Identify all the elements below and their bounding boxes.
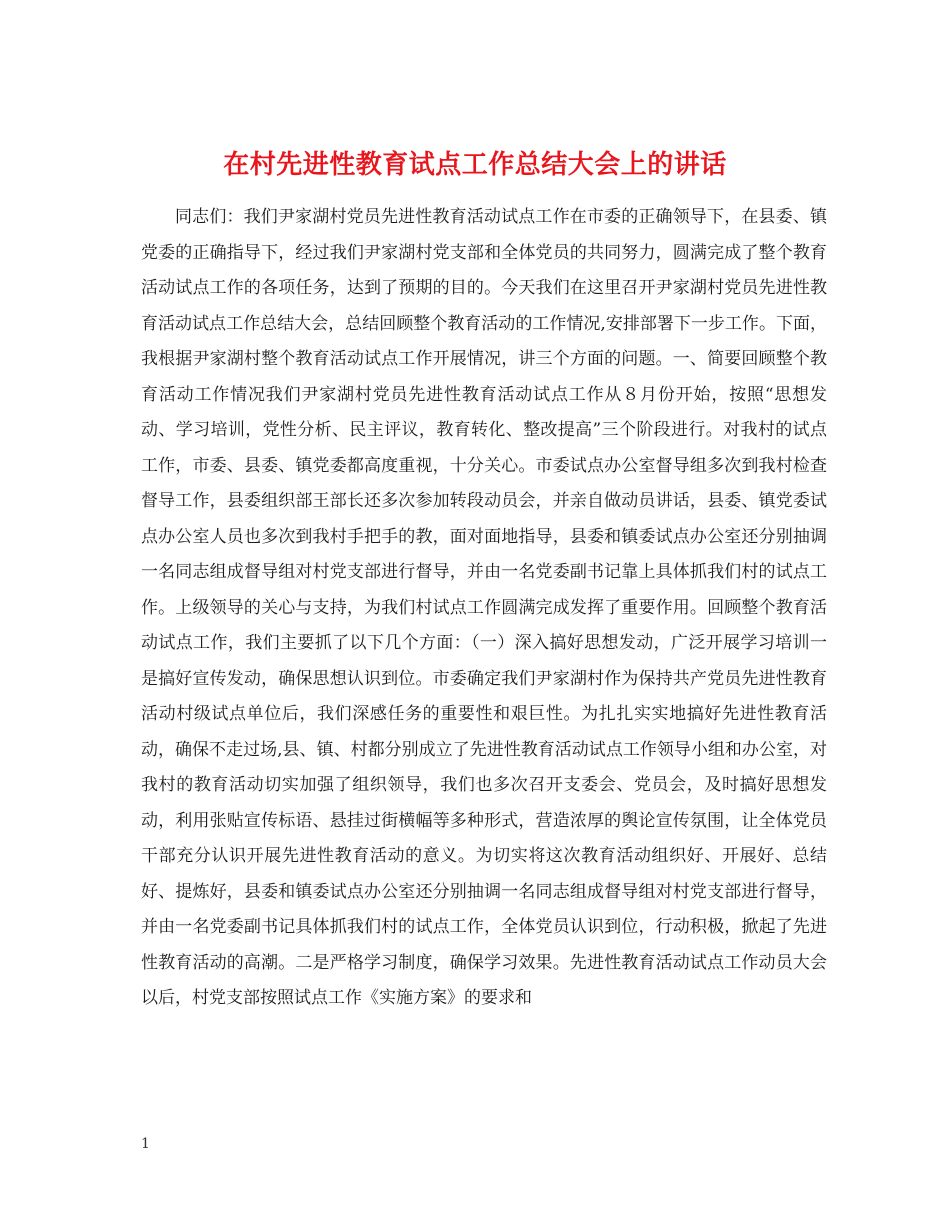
document-body-paragraph: 同志们：我们尹家湖村党员先进性教育活动试点工作在市委的正确领导下，在县委、镇党委的正确指导下，经过我们尹家湖村党支部和全体党员的共同努力，圆满完成了整个教育活动试点工作的各项任务，达到了预期的目的。今天我们在这里召开尹家湖村党员先进性教育活动试点工作总结大会，总结回顾整个教育活动的工作情况,安排部署下一步工作。下面，我根据尹家湖村整个教育活动试点工作开展情况，讲三个方面的问题。一、简要回顾整个教育活动工作情况我们尹家湖村党员先进性教育活动试点工作从８月份开始，按照“思想发动、学习培训，党性分析、民主评议，教育转化、整改提高”三个阶段进行。对我村的试点工作，市委、县委、镇党委都高度重视，十分关心。市委试点办公室督导组多次到我村检查督导工作，县委组织部王部长还多次参加转段动员会，并亲自做动员讲话，县委、镇党委试点办公室人员也多次到我村手把手的教，面对面地指导，县委和镇委试点办公室还分别抽调一名同志组成督导组对村党支部进行督导，并由一名党委副书记靠上具体抓我们村的试点工作。上级领导的关心与支持，为我们村试点工作圆满完成发挥了重要作用。回顾整个教育活动试点工作，我们主要抓了以下几个方面：（一）深入搞好思想发动，广泛开展学习培训一是搞好宣传发动，确保思想认识到位。市委确定我们尹家湖村作为保持共产党员先进性教育活动村级试点单位后，我们深感任务的重要性和艰巨性。为扎扎实实地搞好先进性教育活动，确保不走过场,县、镇、村都分别成立了先进性教育活动试点工作领导小组和办公室，对我村的教育活动切实加强了组织领导，我们也多次召开支委会、党员会，及时搞好思想发动，利用张贴宣传标语、悬挂过街横幅等多种形式，营造浓厚的舆论宣传氛围，让全体党员干部充分认识开展先进性教育活动的意义。为切实将这次教育活动组织好、开展好、总结好、提炼好，县委和镇委试点办公室还分别抽调一名同志组成督导组对村党支部进行督导，并由一名党委副书记具体抓我们村的试点工作，全体党员认识到位，行动积极，掀起了先进性教育活动的高潮。二是严格学习制度，确保学习效果。先进性教育活动试点工作动员大会以后，村党支部按照试点工作《实施方案》的要求和 [141, 207, 827, 1008]
document-title: 在村先进性教育试点工作总结大会上的讲话 [223, 150, 727, 181]
page-number: 1 [141, 1136, 150, 1152]
